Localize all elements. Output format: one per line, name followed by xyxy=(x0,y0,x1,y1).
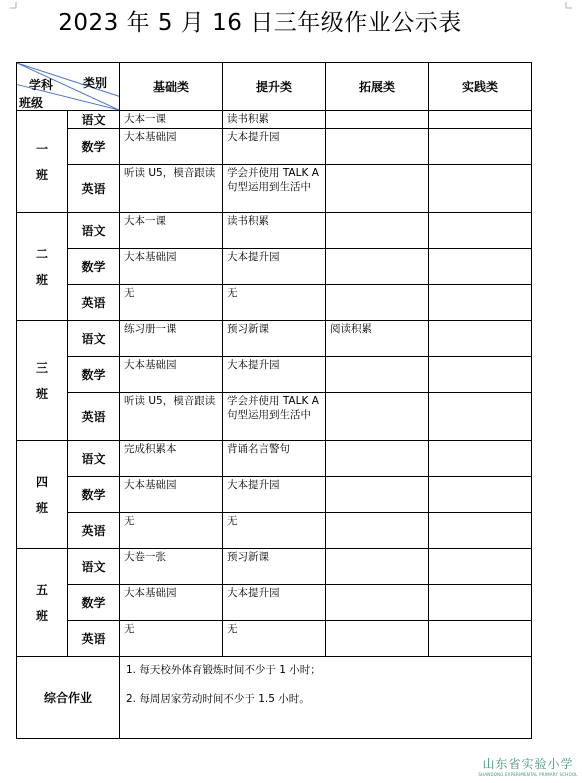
homework-cell: 大本提升园 xyxy=(223,585,326,621)
subject-cell: 语文 xyxy=(68,441,120,477)
subject-cell: 数学 xyxy=(68,129,120,165)
column-header-extension: 拓展类 xyxy=(326,63,429,111)
subject-cell: 数学 xyxy=(68,357,120,393)
homework-cell: 大本基础园 xyxy=(120,129,223,165)
table-row xyxy=(17,513,532,549)
homework-cell xyxy=(326,213,429,249)
table-row xyxy=(17,285,532,321)
subject-cell: 语文 xyxy=(68,213,120,249)
table-row xyxy=(17,549,532,585)
homework-cell xyxy=(326,585,429,621)
table-row xyxy=(17,249,532,285)
homework-cell: 学会并使用 TALK A 句型运用到生活中 xyxy=(223,165,326,213)
homework-cell xyxy=(326,549,429,585)
homework-cell xyxy=(326,129,429,165)
homework-cell: 无 xyxy=(120,285,223,321)
homework-cell: 预习新课 xyxy=(223,549,326,585)
homework-cell: 大本一课 xyxy=(120,111,223,129)
homework-table xyxy=(16,62,532,739)
table-row xyxy=(17,441,532,477)
page-title: 2023 年 5 月 16 日三年级作业公示表 xyxy=(58,10,462,36)
homework-cell xyxy=(326,285,429,321)
homework-cell: 大卷一张 xyxy=(120,549,223,585)
column-header-practice: 实践类 xyxy=(429,63,532,111)
homework-cell: 无 xyxy=(120,513,223,549)
homework-cell xyxy=(429,477,532,513)
table-row xyxy=(17,393,532,441)
homework-cell xyxy=(429,213,532,249)
table-row xyxy=(17,111,532,129)
page-corner-marks xyxy=(10,0,572,20)
homework-cell: 背诵名言警句 xyxy=(223,441,326,477)
table-row xyxy=(17,129,532,165)
homework-cell: 无 xyxy=(223,285,326,321)
class-name-cell xyxy=(17,549,68,657)
homework-cell xyxy=(429,129,532,165)
class-name: 一班 xyxy=(35,141,48,182)
summary-label: 综合作业 xyxy=(17,657,120,739)
homework-cell xyxy=(429,165,532,213)
homework-cell xyxy=(326,621,429,657)
header-class-label: 班级 xyxy=(19,96,44,110)
column-header-advanced: 提升类 xyxy=(223,63,326,111)
homework-cell xyxy=(429,393,532,441)
summary-row xyxy=(17,657,532,739)
homework-cell xyxy=(429,513,532,549)
header-category-label: 类别 xyxy=(83,76,108,90)
summary-item: 2. 每周居家劳动时间不少于 1.5 小时。 xyxy=(126,693,310,705)
homework-cell xyxy=(326,111,429,129)
school-logo-name: 山东省实验小学 xyxy=(482,757,574,771)
header-corner-cell xyxy=(17,63,120,111)
summary-item: 1. 每天校外体育锻炼时间不少于 1 小时； xyxy=(126,664,321,676)
homework-cell: 无 xyxy=(120,621,223,657)
subject-cell: 英语 xyxy=(68,165,120,213)
subject-cell: 英语 xyxy=(68,393,120,441)
table-row xyxy=(17,321,532,357)
homework-cell: 大本基础园 xyxy=(120,249,223,285)
subject-cell: 语文 xyxy=(68,321,120,357)
homework-cell xyxy=(429,321,532,357)
class-name-cell xyxy=(17,111,68,213)
header-subject-label: 学科 xyxy=(29,78,54,92)
homework-cell: 大本提升园 xyxy=(223,129,326,165)
class-name: 三班 xyxy=(35,360,48,401)
homework-cell: 阅读积累 xyxy=(326,321,429,357)
subject-cell: 语文 xyxy=(68,111,120,129)
class-name: 四班 xyxy=(35,474,48,515)
homework-cell xyxy=(429,111,532,129)
homework-cell: 读书积累 xyxy=(223,213,326,249)
subject-cell: 语文 xyxy=(68,549,120,585)
homework-cell: 大本基础园 xyxy=(120,585,223,621)
homework-cell: 听读 U5，模音跟读 xyxy=(120,393,223,441)
homework-cell xyxy=(429,585,532,621)
table-row xyxy=(17,477,532,513)
homework-cell: 无 xyxy=(223,621,326,657)
column-header-basic: 基础类 xyxy=(120,63,223,111)
homework-cell xyxy=(326,477,429,513)
homework-cell: 大本基础园 xyxy=(120,477,223,513)
homework-cell: 读书积累 xyxy=(223,111,326,129)
homework-cell: 大本提升园 xyxy=(223,477,326,513)
class-name-cell xyxy=(17,321,68,441)
school-logo-english: SHANDONG EXPERIMENTAL PRIMARY SCHOOL xyxy=(478,772,578,777)
subject-cell: 数学 xyxy=(68,477,120,513)
table-row xyxy=(17,585,532,621)
table-row xyxy=(17,621,532,657)
homework-cell xyxy=(326,249,429,285)
homework-cell: 无 xyxy=(223,513,326,549)
homework-cell xyxy=(326,513,429,549)
homework-cell: 练习册一课 xyxy=(120,321,223,357)
homework-cell xyxy=(326,357,429,393)
homework-cell: 大本基础园 xyxy=(120,357,223,393)
homework-cell xyxy=(326,441,429,477)
summary-notes xyxy=(120,657,532,739)
class-name: 二班 xyxy=(35,246,48,287)
class-name-cell xyxy=(17,441,68,549)
homework-cell: 学会并使用 TALK A 句型运用到生活中 xyxy=(223,393,326,441)
homework-cell: 大本提升园 xyxy=(223,249,326,285)
subject-cell: 英语 xyxy=(68,513,120,549)
homework-cell xyxy=(326,393,429,441)
subject-cell: 数学 xyxy=(68,585,120,621)
homework-cell xyxy=(429,285,532,321)
class-name-cell xyxy=(17,213,68,321)
class-name: 五班 xyxy=(35,582,48,623)
subject-cell: 英语 xyxy=(68,285,120,321)
homework-cell xyxy=(429,441,532,477)
subject-cell: 英语 xyxy=(68,621,120,657)
homework-cell: 预习新课 xyxy=(223,321,326,357)
homework-cell: 大本一课 xyxy=(120,213,223,249)
homework-cell: 大本提升园 xyxy=(223,357,326,393)
homework-cell xyxy=(429,549,532,585)
homework-cell: 完成积累本 xyxy=(120,441,223,477)
subject-cell: 数学 xyxy=(68,249,120,285)
table-row xyxy=(17,213,532,249)
homework-cell xyxy=(429,357,532,393)
table-row xyxy=(17,165,532,213)
homework-cell: 听读 U5，模音跟读 xyxy=(120,165,223,213)
table-row xyxy=(17,357,532,393)
homework-cell xyxy=(326,165,429,213)
homework-cell xyxy=(429,249,532,285)
school-logo xyxy=(478,755,578,777)
header-row xyxy=(17,63,532,111)
homework-cell xyxy=(429,621,532,657)
